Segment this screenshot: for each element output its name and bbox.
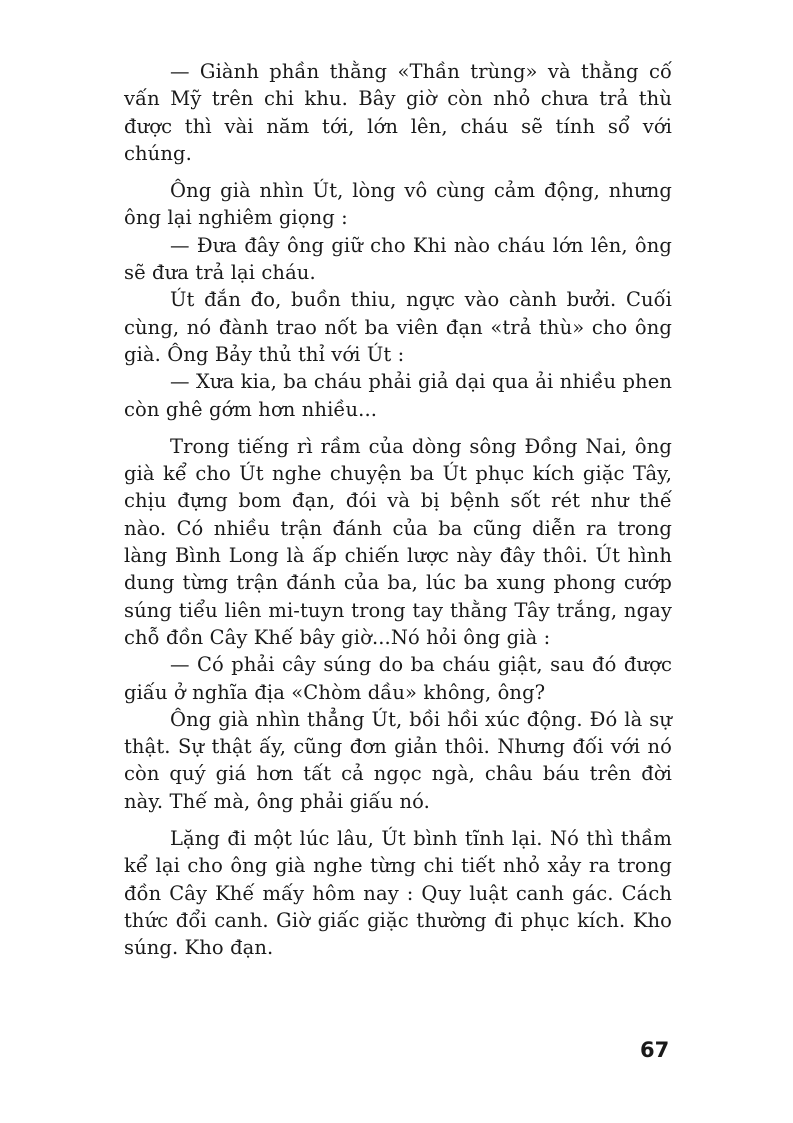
paragraph-gap bbox=[124, 423, 672, 433]
paragraph-2: Ông già nhìn Út, lòng vô cùng cảm động, nhưng ông lại nghiêm giọng : bbox=[124, 179, 672, 230]
paragraph-gap bbox=[124, 167, 672, 177]
paragraph-7: — Có phải cây súng do ba cháu giật, sau đó được giấu ở nghĩa địa «Chòm dầu» không, ông? bbox=[124, 653, 672, 704]
paragraph-gap bbox=[124, 815, 672, 825]
paragraph-9: Lặng đi một lúc lâu, Út bình tĩnh lại. Nó thì thầm kể lại cho ông già nghe từng chi tiết nhỏ xảy ra trong đồn Cây Khế mấy hôm nay : Quy luật canh gác. Cách thức đổi canh. Giờ giấc giặc thường đi phục kích. Kho súng. Kho đạn. bbox=[124, 827, 672, 960]
paragraph-8: Ông già nhìn thẳng Út, bồi hồi xúc động. Đó là sự thật. Sự thật ấy, cũng đơn giản thôi. Nhưng đối với nó còn quý giá hơn tất cả ngọc ngà, châu báu trên đời này. Thế mà, ông phải giấu nó. bbox=[124, 707, 672, 813]
paragraph-5: — Xưa kia, ba cháu phải giả dại qua ải nhiều phen còn ghê gớm hơn nhiều... bbox=[124, 370, 672, 421]
page-number: 67 bbox=[640, 1038, 670, 1062]
paragraph-1: — Giành phần thằng «Thần trùng» và thằng cố vấn Mỹ trên chi khu. Bây giờ còn nhỏ chưa trả thù được thì vài năm tới, lớn lên, cháu sẽ tính sổ với chúng. bbox=[124, 60, 672, 165]
paragraph-6: Trong tiếng rì rầm của dòng sông Đồng Nai, ông già kể cho Út nghe chuyện ba Út phục kích giặc Tây, chịu đựng bom đạn, đói và bị bệnh sốt rét như thế nào. Có nhiều trận đánh của ba cũng diễn ra trong làng Bình Long là ấp chiến lược này đây thôi. Út hình dung từng trận đánh của ba, lúc ba xung phong cướp súng tiểu liên mi-tuyn trong tay thằng Tây trắng, ngay chỗ đồn Cây Khế bây giờ...Nó hỏi ông già : bbox=[124, 434, 672, 649]
paragraph-3: — Đưa đây ông giữ cho Khi nào cháu lớn lên, ông sẽ đưa trả lại cháu. bbox=[124, 233, 672, 285]
paragraph-4: Út đắn đo, buồn thiu, ngực vào cành bưởi. Cuối cùng, nó đành trao nốt ba viên đạn «trả thù» cho ông già. Ông Bảy thủ thỉ với Út : bbox=[124, 288, 672, 366]
page-body bbox=[124, 58, 672, 962]
